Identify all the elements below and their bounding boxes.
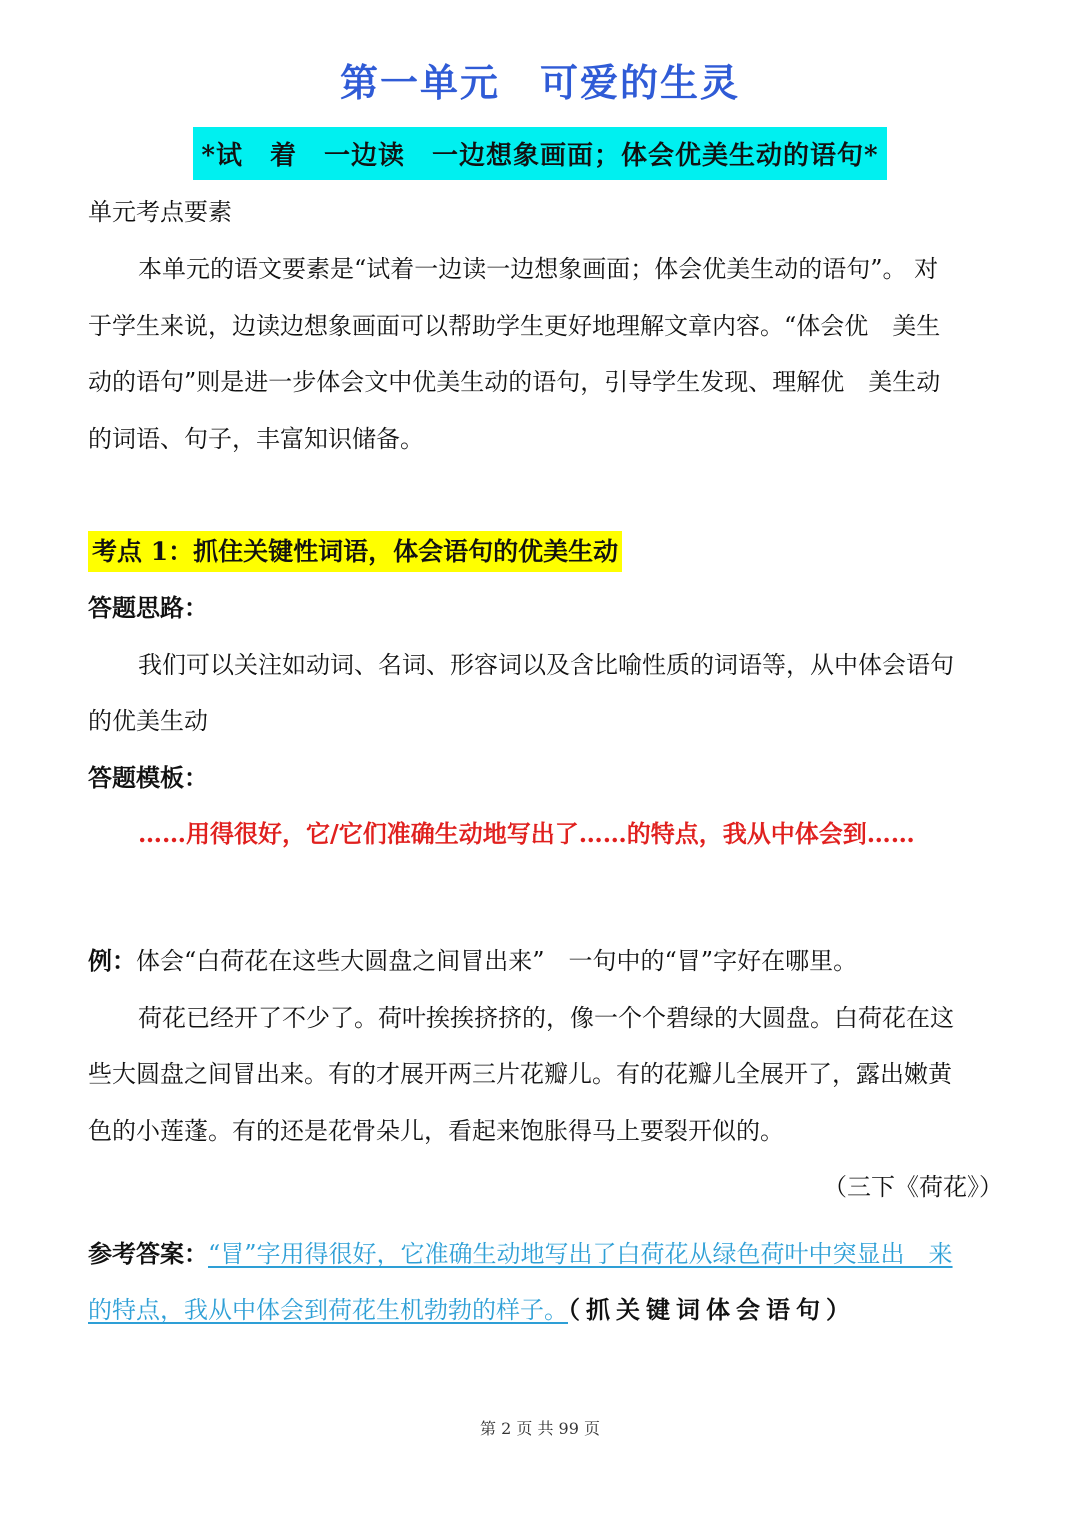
example-label: 例： xyxy=(88,946,136,975)
passage-line-1: 荷花已经开了不少了。荷叶挨挨挤挤的，像一个个碧绿的大圆盘。白荷花在这 xyxy=(138,1004,954,1032)
page-subtitle: *试 着 一边读 一边想象画面；体会优美生动的语句* xyxy=(193,127,886,180)
point1-heading: 考点 1：抓住关键性词语，体会语句的优美生动 xyxy=(88,531,622,572)
unit-paragraph-line-4: 的词语、句子，丰富知识储备。 xyxy=(88,425,424,453)
answer-row-1 xyxy=(88,1238,1003,1270)
template-label: 答题模板： xyxy=(88,763,208,792)
example-question-row xyxy=(88,945,1003,977)
passage-line-3: 色的小莲蓬。有的还是花骨朵儿，看起来饱胀得马上要裂开似的。 xyxy=(88,1117,784,1145)
page-number: 第 2 页 共 99 页 xyxy=(480,1419,600,1438)
approach-label: 答题思路： xyxy=(88,593,208,622)
answer-row-2 xyxy=(88,1294,1003,1326)
approach-line-2: 的优美生动 xyxy=(88,707,208,735)
answer-text-1: “冒”字用得很好，它准确生动地写出了白荷花从绿色荷叶中突显出 来 xyxy=(208,1240,953,1268)
example-question: 体会“白荷花在这些大圆盘之间冒出来” 一句中的“冒”字好在哪里。 xyxy=(136,947,858,975)
passage-line-2: 些大圆盘之间冒出来。有的才展开两三片花瓣儿。有的花瓣儿全展开了，露出嫩黄 xyxy=(88,1060,952,1088)
passage-source: （三下《荷花》） xyxy=(823,1173,1003,1201)
answer-note: （抓关键词体会语句） xyxy=(568,1295,856,1324)
approach-line-1: 我们可以关注如动词、名词、形容词以及含比喻性质的词语等，从中体会语句 xyxy=(138,651,954,679)
unit-paragraph-line-3: 动的语句”则是进一步体会文中优美生动的语句，引导学生发现、理解优 美生动 xyxy=(88,368,941,396)
subtitle-container xyxy=(0,127,1080,180)
point1-heading-row xyxy=(88,536,1003,568)
unit-paragraph-line-1: 本单元的语文要素是“试着一边读一边想象画面；体会优美生动的语句”。 对 xyxy=(138,255,939,283)
answer-template: ……用得很好，它/它们准确生动地写出了……的特点，我从中体会到…… xyxy=(138,819,915,848)
unit-section-heading: 单元考点要素 xyxy=(88,198,232,226)
answer-label: 参考答案： xyxy=(88,1239,208,1268)
page-title: 第一单元 可爱的生灵 xyxy=(339,61,740,105)
unit-paragraph-line-2: 于学生来说，边读边想象画面可以帮助学生更好地理解文章内容。“体会优 美生 xyxy=(88,312,941,340)
answer-text-2: 的特点，我从中体会到荷花生机勃勃的样子。 xyxy=(88,1296,568,1324)
